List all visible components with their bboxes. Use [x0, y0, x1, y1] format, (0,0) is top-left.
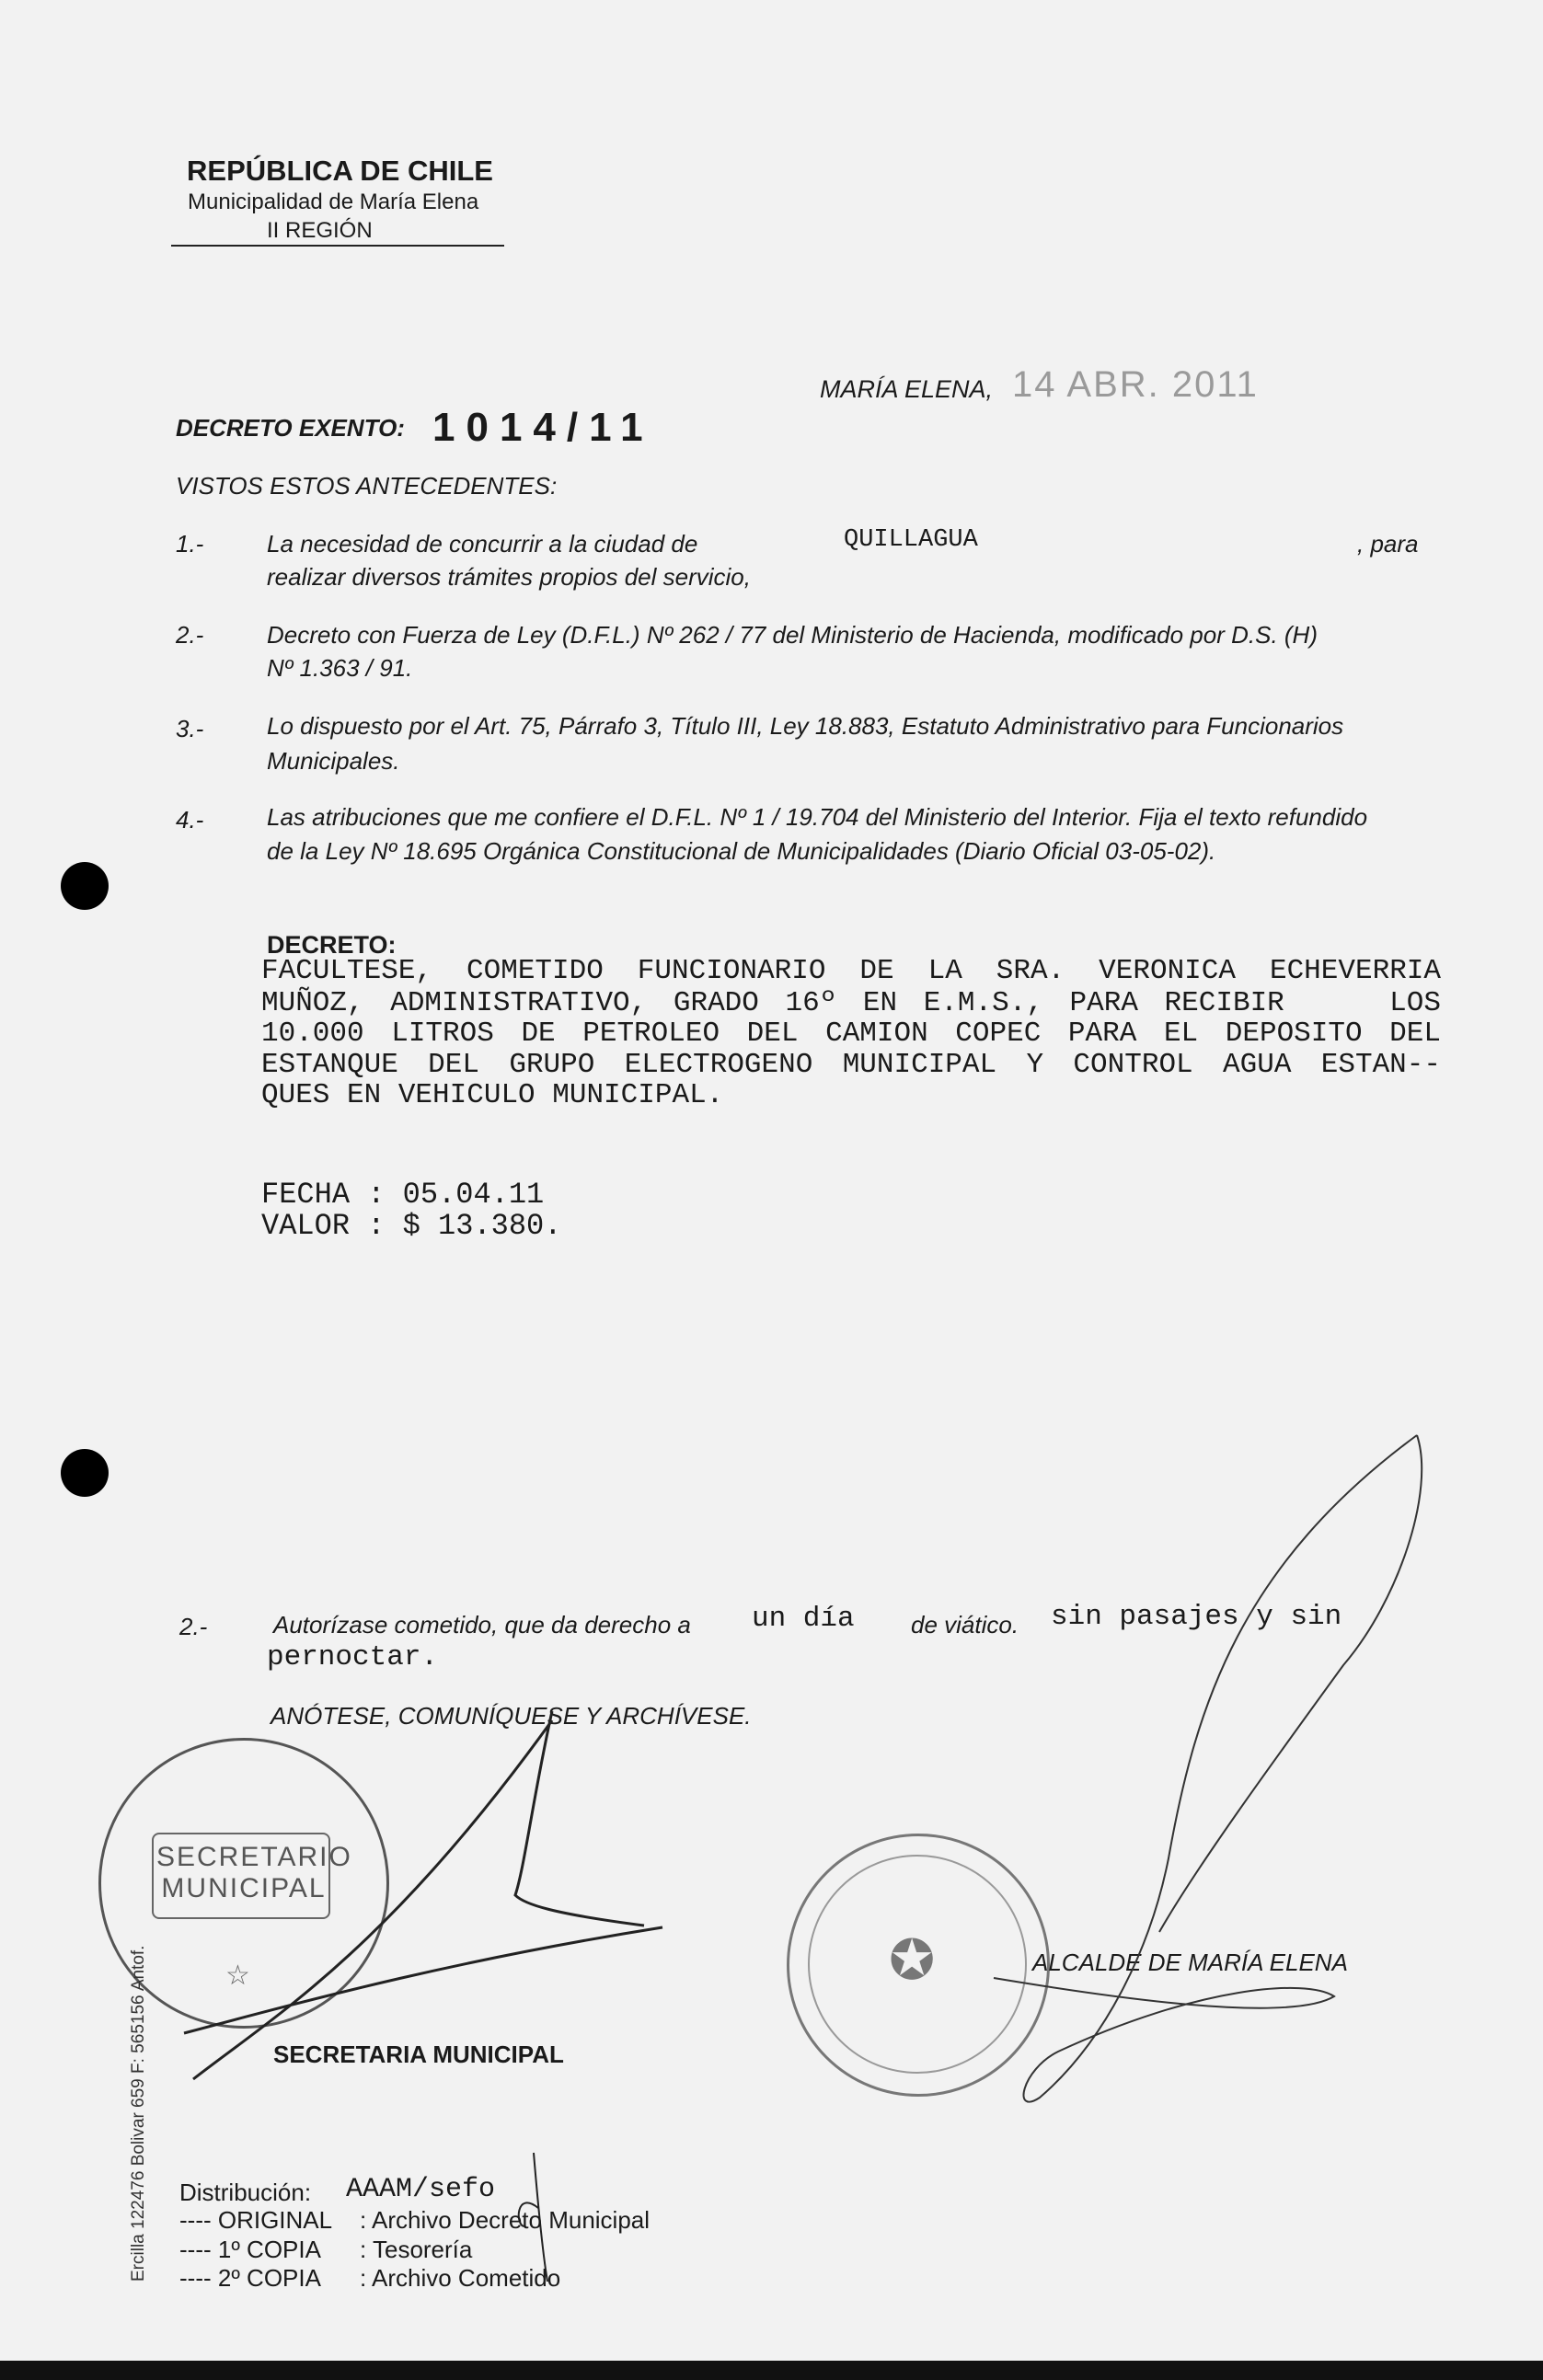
decree-number: 1014/11	[432, 405, 654, 450]
distribution-destination: : Archivo Decreto Municipal	[360, 2206, 651, 2234]
scan-border	[0, 2361, 1543, 2380]
region-name: II REGIÓN	[267, 218, 373, 243]
seal-center-text: SECRETARIO MUNICIPAL	[156, 1842, 352, 1903]
distribution-copy: ---- ORIGINAL	[179, 2206, 333, 2234]
visto-text: realizar diversos trámites propios del servicio,	[267, 563, 751, 591]
viatico-days: un día	[752, 1603, 855, 1635]
distribution-label: Distribución:	[179, 2179, 312, 2206]
visto-text-tail: , para	[1357, 530, 1419, 558]
viatico-extra-2: pernoctar.	[267, 1641, 439, 1673]
decreto-heading: DECRETO:	[267, 931, 397, 959]
place-label: MARÍA ELENA,	[820, 375, 994, 403]
distribution-initials: AAAM/sefo	[346, 2174, 496, 2205]
closing-formula: ANÓTESE, COMUNÍQUESE Y ARCHÍVESE.	[271, 1702, 752, 1730]
visto-text: Decreto con Fuerza de Ley (D.F.L.) Nº 262 / 77 del Ministerio de Hacienda, modificado por D.S. (H)	[267, 621, 1318, 649]
destination-city: QUILLAGUA	[844, 526, 978, 554]
distribution-destination: : Tesorería	[360, 2236, 473, 2263]
viatico-extra: sin pasajes y sin	[1051, 1601, 1342, 1633]
visto-text: de la Ley Nº 18.695 Orgánica Constitucional de Municipalidades (Diario Oficial 03-05-02).	[267, 837, 1216, 865]
coat-of-arms-icon: ✪	[889, 1929, 936, 1991]
visto-text: Lo dispuesto por el Art. 75, Párrafo 3, Título III, Ley 18.883, Estatuto Administrativo para Funcionarios	[267, 712, 1344, 740]
visto-text: Nº 1.363 / 91.	[267, 654, 413, 682]
viatico-suffix: de viático.	[911, 1611, 1019, 1638]
municipality-name: Municipalidad de María Elena	[188, 190, 479, 214]
visto-number: 1.-	[176, 530, 204, 558]
distribution-destination: : Archivo Cometido	[360, 2264, 561, 2292]
viatico-number: 2.-	[179, 1613, 208, 1640]
signatory-right: ALCALDE DE MARÍA ELENA	[1032, 1949, 1348, 1976]
visto-number: 2.-	[176, 621, 204, 649]
star-icon: ☆	[225, 1960, 250, 1991]
visto-text: La necesidad de concurrir a la ciudad de	[267, 530, 698, 558]
visto-text: Las atribuciones que me confiere el D.F.L. Nº 1 / 19.704 del Ministerio del Interior. Fija el texto refundido	[267, 803, 1368, 831]
valor-line: VALOR : $ 13.380.	[261, 1209, 562, 1243]
decree-label: DECRETO EXENTO:	[176, 414, 405, 442]
fecha-line: FECHA : 05.04.11	[261, 1178, 545, 1212]
decreto-line: 10.000 LITROS DE PETROLEO DEL CAMION COPEC PARA EL DEPOSITO DEL	[261, 1018, 1441, 1050]
visto-text: Municipales.	[267, 747, 400, 775]
decreto-line: ESTANQUE DEL GRUPO ELECTROGENO MUNICIPAL Y CONTROL AGUA ESTAN--	[261, 1049, 1441, 1081]
viatico-text: Autorízase cometido, que da derecho a	[273, 1611, 691, 1638]
decreto-line: QUES EN VEHICULO MUNICIPAL.	[261, 1079, 724, 1111]
visto-number: 4.-	[176, 806, 204, 834]
decreto-line: MUÑOZ, ADMINISTRATIVO, GRADO 16º EN E.M.S., PARA RECIBIR LOS	[261, 987, 1441, 1019]
visto-number: 3.-	[176, 715, 204, 742]
date-stamp: 14 ABR. 2011	[1012, 364, 1259, 405]
vistos-heading: VISTOS ESTOS ANTECEDENTES:	[176, 472, 558, 500]
printer-note: Ercilla 122476 Bolivar 659 F: 565156 Antof.	[129, 1945, 148, 2282]
distribution-copy: ---- 2º COPIA	[179, 2264, 321, 2292]
country-heading: REPÚBLICA DE CHILE	[187, 155, 493, 187]
signatory-left: SECRETARIA MUNICIPAL	[273, 2041, 564, 2068]
decreto-line: FACULTESE, COMETIDO FUNCIONARIO DE LA SRA. VERONICA ECHEVERRIA	[261, 955, 1441, 987]
distribution-copy: ---- 1º COPIA	[179, 2236, 321, 2263]
